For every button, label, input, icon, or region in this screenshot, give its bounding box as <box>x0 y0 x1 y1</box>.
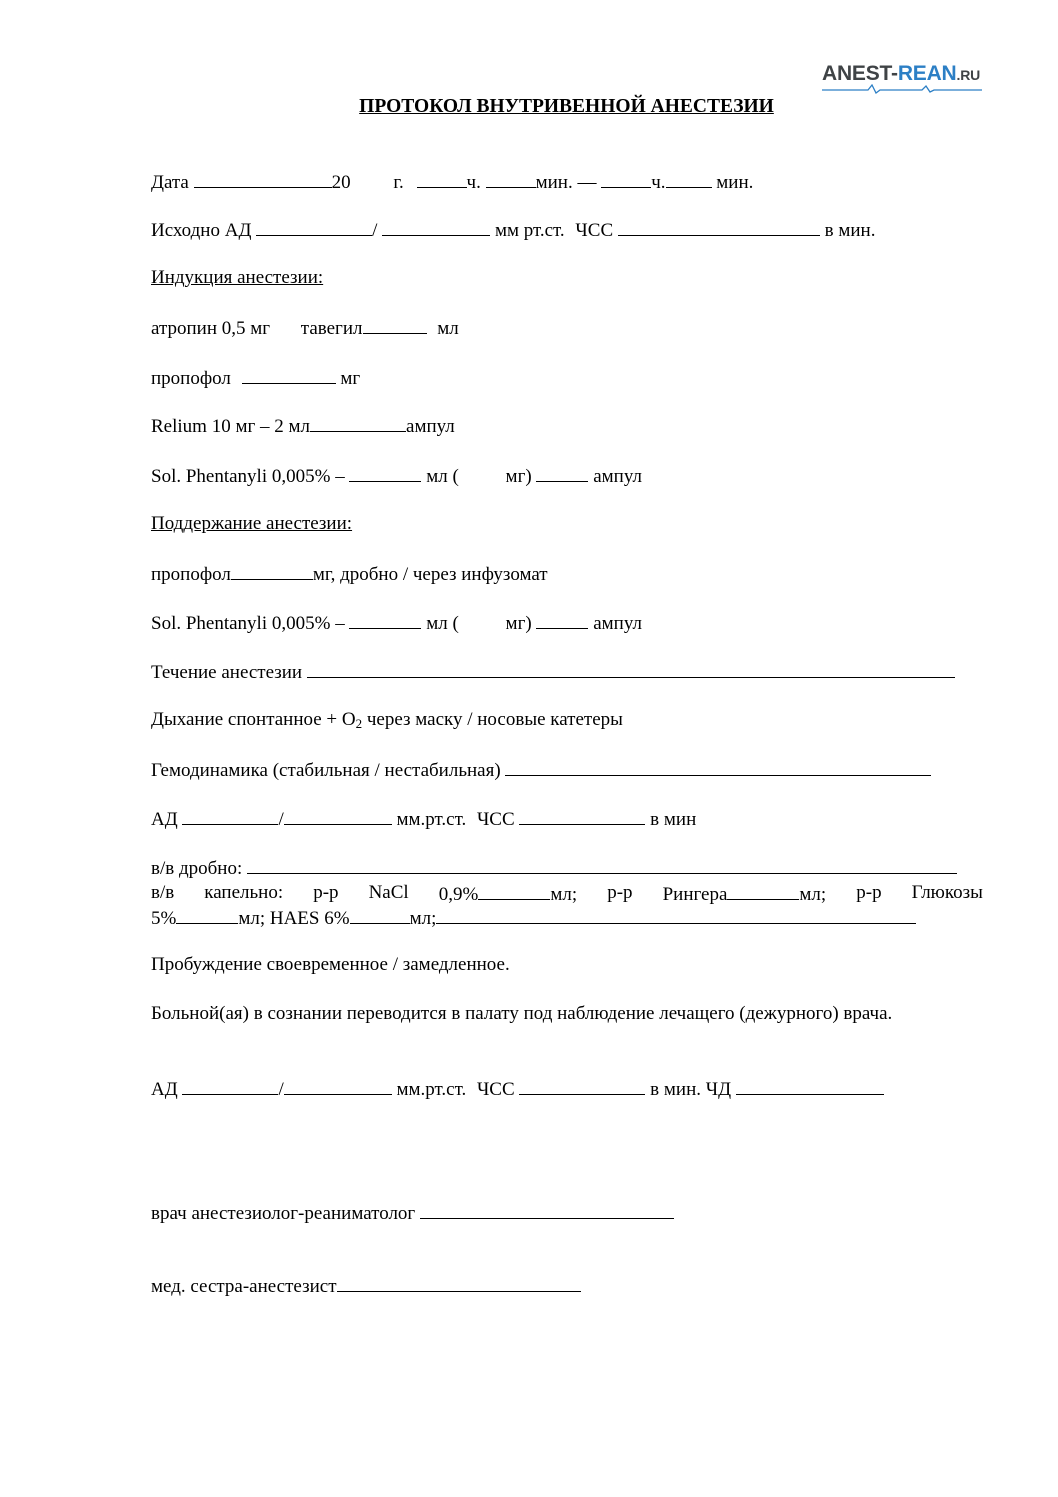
phentanyl-maintenance-row <box>151 611 642 635</box>
breathing-row <box>151 709 623 731</box>
breathing-text: Дыхание спонтанное + O <box>151 709 356 730</box>
propofol-maintenance-row <box>151 562 548 586</box>
bp-unit: мм.рт.ст. <box>396 1079 467 1100</box>
doctor-signature-field[interactable] <box>420 1201 622 1219</box>
glucose-field[interactable] <box>176 906 238 924</box>
ml-unit: мл <box>437 318 459 339</box>
propofol-maint-field[interactable] <box>231 562 313 580</box>
ml-unit: мл; <box>550 884 578 905</box>
end-minute-field[interactable] <box>666 170 712 188</box>
doctor-signature-field-2[interactable] <box>622 1201 674 1219</box>
atropine-label: атропин 0,5 мг <box>151 318 271 339</box>
ml-unit: мл ( <box>426 613 459 634</box>
date-row <box>151 170 753 194</box>
iv-drip-word: р-р <box>313 882 339 903</box>
iv-bolus-label: в/в дробно: <box>151 858 243 879</box>
relium-field[interactable] <box>310 414 406 432</box>
site-logo <box>822 62 980 86</box>
haes-field[interactable] <box>350 906 410 924</box>
hr-field[interactable] <box>519 807 645 825</box>
bp-slash: / <box>278 1079 284 1100</box>
awakening-row: Пробуждение своевременное / замедленное. <box>151 954 510 975</box>
ampul-unit: ампул <box>593 466 642 487</box>
relium-row <box>151 414 455 438</box>
phentanyl-label: Sol. Phentanyli 0,005% – <box>151 466 345 487</box>
tavegil-label: тавегил <box>300 318 363 339</box>
diastolic-field[interactable] <box>382 218 490 236</box>
hr-field[interactable] <box>519 1077 645 1095</box>
bp-unit: мм рт.ст. <box>494 220 565 241</box>
date-label: Дата <box>151 172 189 193</box>
ml-unit: мл; <box>409 908 437 929</box>
bp-row-postop <box>151 1077 884 1101</box>
hour-label: ч. <box>651 172 666 193</box>
systolic-field[interactable] <box>256 218 372 236</box>
year-suffix: г. <box>393 172 404 193</box>
ml-unit: мл; <box>799 884 827 905</box>
course-label: Течение анестезии <box>151 662 303 683</box>
phentanyl-induction-row <box>151 464 642 488</box>
iv-drip-word: Глюкозы <box>911 882 983 903</box>
mg-unit: мг) <box>505 613 532 634</box>
iv-drip-word: капельно: <box>204 882 284 903</box>
iv-bolus-field-2[interactable] <box>553 856 957 874</box>
diastolic-field[interactable] <box>284 807 392 825</box>
tavegil-field[interactable] <box>363 316 427 334</box>
induction-heading: Индукция анестезии: <box>151 267 324 288</box>
ecg-line-icon <box>822 84 982 94</box>
nurse-signature-row <box>151 1274 581 1298</box>
iv-drip-word: р-р <box>607 882 633 903</box>
propofol-field[interactable] <box>242 366 336 384</box>
phentanyl-ml-field[interactable] <box>349 611 421 629</box>
course-row <box>151 660 955 684</box>
glucose-percent: 5% <box>151 908 177 929</box>
systolic-field[interactable] <box>182 1077 278 1095</box>
diastolic-field[interactable] <box>284 1077 392 1095</box>
logo-text-rean: REAN <box>897 62 957 85</box>
iv-bolus-field-1[interactable] <box>247 856 553 874</box>
iv-drip-word: 0,9% <box>438 884 479 905</box>
haes-label: мл; HAES 6% <box>238 908 350 929</box>
bp-slash: / <box>278 809 284 830</box>
phentanyl-ml-field[interactable] <box>349 464 421 482</box>
bp-row-intraop <box>151 807 696 831</box>
transfer-paragraph: Больной(ая) в сознании переводится в палату под наблюдение лечащего (дежурного) врача. <box>151 1003 893 1024</box>
minute-label: мин. — <box>535 172 597 193</box>
propofol-label: пропофол <box>151 368 231 389</box>
mg-unit: мг) <box>505 466 532 487</box>
iv-drip-word: NaCl <box>368 882 409 903</box>
hour-label: ч. <box>466 172 481 193</box>
doctor-label: врач анестезиолог-реаниматолог <box>151 1203 416 1224</box>
logo-text-ru: .RU <box>956 67 981 83</box>
phentanyl-ampul-field[interactable] <box>536 464 588 482</box>
doctor-signature-row <box>151 1201 674 1225</box>
phentanyl-label: Sol. Phentanyli 0,005% – <box>151 613 345 634</box>
propofol-induction-row <box>151 366 360 390</box>
ampul-unit: ампул <box>406 416 455 437</box>
hr-label: ЧСС <box>575 220 614 241</box>
propofol-label: пропофол <box>151 564 231 585</box>
hr-unit: в мин <box>650 809 697 830</box>
ml-unit: мл ( <box>426 466 459 487</box>
hemodynamics-field[interactable] <box>505 758 931 776</box>
bp-label: АД <box>151 1079 178 1100</box>
start-hour-field[interactable] <box>417 170 467 188</box>
phentanyl-ampul-field[interactable] <box>536 611 588 629</box>
iv-drip-word: Рингера <box>662 884 728 905</box>
iv-drip-word: р-р <box>856 882 882 903</box>
hr-label: ЧСС <box>476 1079 515 1100</box>
hr-label: ЧСС <box>476 809 515 830</box>
maintenance-heading: Поддержание анестезии: <box>151 513 353 534</box>
hr-unit: в мин. ЧД <box>650 1079 732 1100</box>
hr-unit: в мин. <box>824 220 876 241</box>
relium-label: Relium 10 мг – 2 мл <box>151 416 311 437</box>
bp-label: АД <box>151 809 178 830</box>
ampul-unit: ампул <box>593 613 642 634</box>
end-hour-field[interactable] <box>601 170 651 188</box>
systolic-field[interactable] <box>182 807 278 825</box>
iv-drip-row-2 <box>151 906 916 930</box>
atropine-row <box>151 316 459 340</box>
hemodynamics-label: Гемодинамика (стабильная / нестабильная) <box>151 760 501 781</box>
iv-drip-word: в/в <box>151 882 175 903</box>
ringer-field[interactable] <box>727 882 799 900</box>
iv-bolus-row <box>151 856 957 880</box>
initial-bp-label: Исходно АД <box>151 220 252 241</box>
course-field[interactable] <box>307 660 955 678</box>
start-minute-field[interactable] <box>486 170 536 188</box>
oxygen-subscript: 2 <box>355 716 363 731</box>
document-title: ПРОТОКОЛ ВНУТРИВЕННОЙ АНЕСТЕЗИИ <box>359 96 774 117</box>
nurse-label: мед. сестра-анестезист <box>151 1276 337 1297</box>
propofol-method-text: мг, дробно / через инфузомат <box>312 564 548 585</box>
nacl-field[interactable] <box>478 882 550 900</box>
other-infusion-field[interactable] <box>436 906 916 924</box>
year-prefix: 20 <box>331 172 351 193</box>
hemodynamics-row <box>151 758 931 782</box>
breathing-text-suffix: через маску / носовые катетеры <box>362 709 623 730</box>
bp-slash: / <box>372 220 378 241</box>
minute-label: мин. <box>716 172 754 193</box>
hr-field[interactable] <box>618 218 820 236</box>
date-field[interactable] <box>194 170 332 188</box>
iv-drip-row <box>151 882 983 906</box>
initial-bp-row <box>151 218 875 242</box>
rr-field[interactable] <box>736 1077 884 1095</box>
logo-text-anest: ANEST- <box>822 62 898 85</box>
nurse-signature-field[interactable] <box>337 1274 581 1292</box>
mg-unit: мг <box>340 368 361 389</box>
bp-unit: мм.рт.ст. <box>396 809 467 830</box>
